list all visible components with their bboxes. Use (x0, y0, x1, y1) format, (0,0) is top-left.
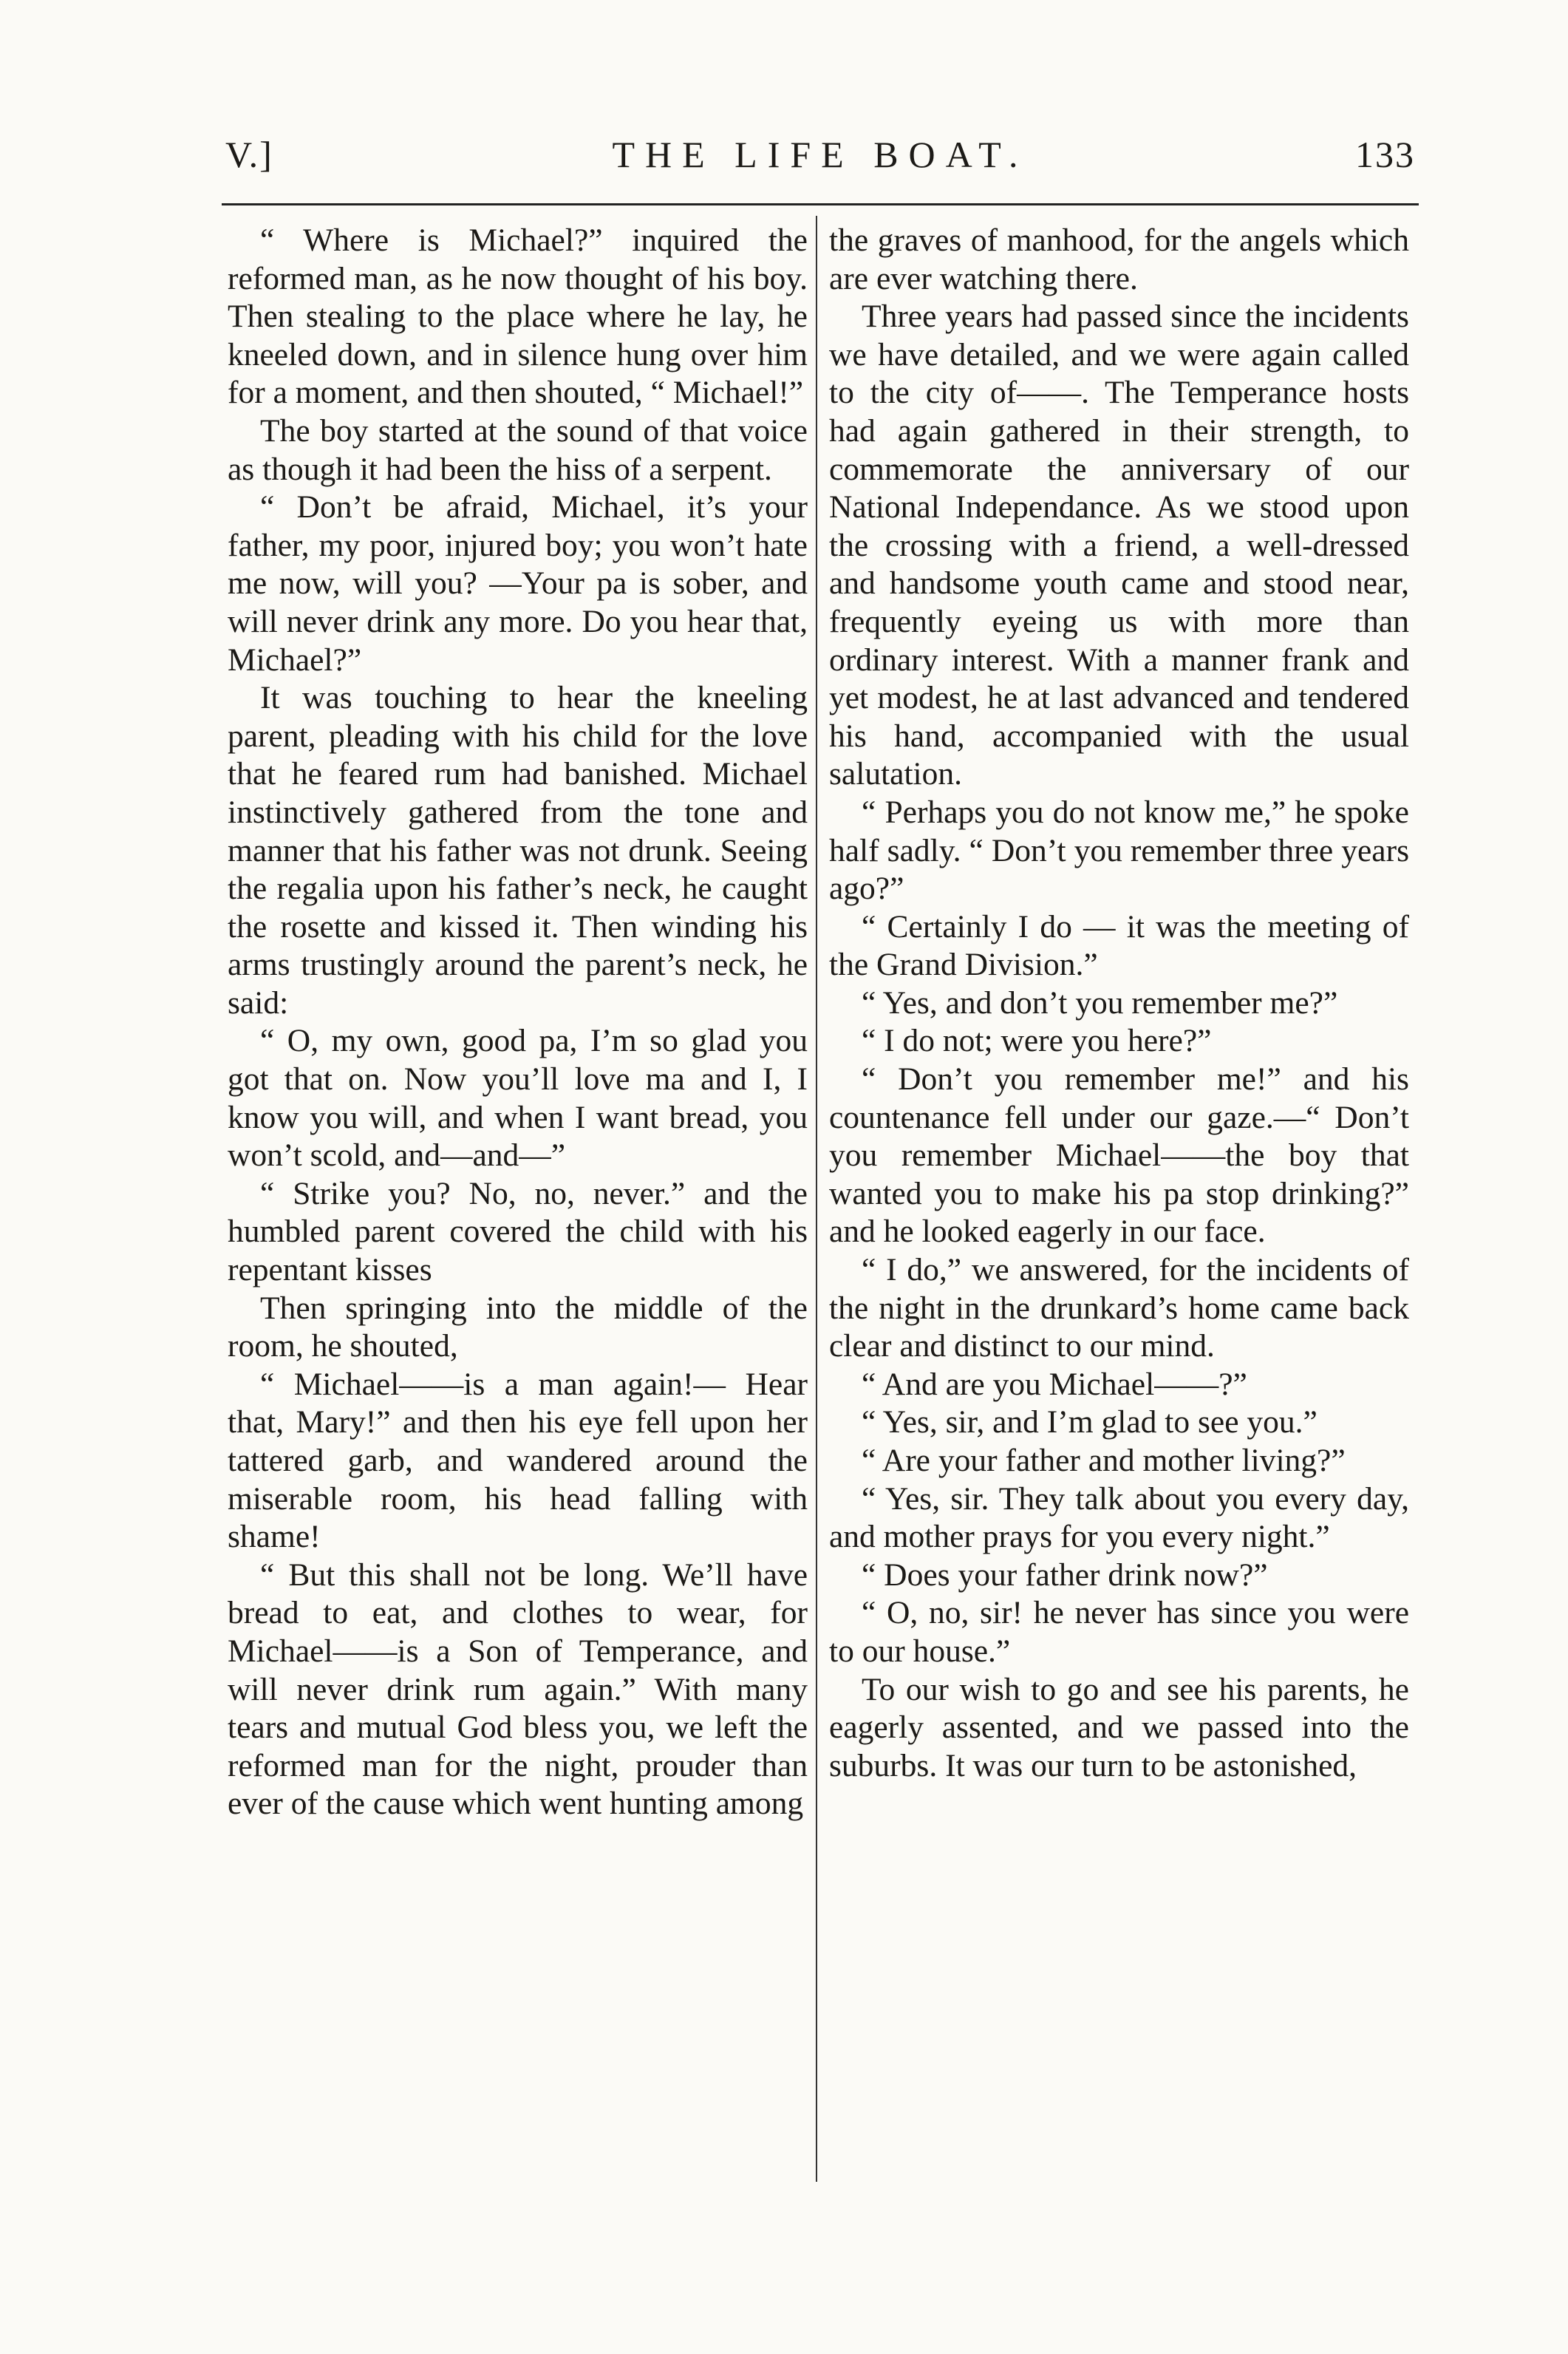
right-column (829, 222, 1409, 1785)
paragraph: “ I do not; were you here?” (862, 1023, 1212, 1059)
paragraph: “ Strike you? No, no, never.” and the humbled parent covered the child with his repentant kisses (228, 1175, 808, 1288)
paragraph: The boy started at the sound of that voice as though it had been the hiss of a serpent. (228, 412, 808, 487)
paragraph: “ O, no, sir! he never has since you were to our house.” (829, 1595, 1409, 1669)
paragraph: “ Where is Michael?” inquired the reformed man, as he now thought of his boy. Then stealing to the place where he lay, he kneeled down, and in silence hung over him for a moment, and then shouted, “ Michael!” (228, 222, 808, 411)
paragraph: “ And are you Michael——?” (862, 1366, 1247, 1402)
paragraph: “ But this shall not be long. We’ll have bread to eat, and clothes to wear, for Michael——is a Son of Temperance, and will never drink rum again.” With many tears and mutual God bless you, we left the reformed man for the night, prouder than ever of the cause which went hunting among (228, 1557, 808, 1822)
paragraph: “ Yes, sir. They talk about you every day, and mother prays for you every night.” (829, 1480, 1409, 1555)
paragraph: “ Michael——is a man again!— Hear that, Mary!” and then his eye fell upon her tattered garb, and wandered around the miserable room, his head falling with shame! (228, 1366, 808, 1555)
running-title: THE LIFE BOAT. (612, 134, 1029, 175)
paragraph: “ Certainly I do — it was the meeting of the Grand Division.” (829, 908, 1409, 983)
paragraph: “ Are your father and mother living?” (862, 1443, 1346, 1478)
running-header (225, 133, 1415, 185)
paragraph: Then springing into the middle of the room, he shouted, (228, 1290, 808, 1364)
paragraph: Three years had passed since the incidents we have detailed, and we were again called to the city of——. The Temperance hosts had again gathered in their strength, to commemorate the anniversary of our National Independance. As we stood upon the crossing with a friend, a well-dressed and handsome youth came and stood near, frequently eyeing us with more than ordinary interest. With a manner frank and yet modest, he at last advanced and tendered his hand, accompanied with the usual salutation. (829, 299, 1409, 792)
left-column (228, 222, 808, 1823)
paragraph: To our wish to go and see his parents, he eagerly assented, and we passed into the suburbs. It was our turn to be astonished, (829, 1671, 1409, 1783)
page-number: 133 (1355, 134, 1415, 175)
column-divider (816, 216, 817, 2182)
paragraph: “ Don’t you remember me!” and his countenance fell under our gaze.—“ Don’t you remember Michael——the boy that wanted you to make his pa stop drinking?” and he looked eagerly in our face. (829, 1061, 1409, 1250)
paragraph: “ Yes, sir, and I’m glad to see you.” (862, 1404, 1318, 1440)
paragraph: “ Does your father drink now?” (862, 1557, 1268, 1593)
section-number: V.] (225, 134, 273, 175)
paragraph-continued: the graves of manhood, for the angels which are ever watching there. (829, 222, 1409, 296)
paragraph: “ O, my own, good pa, I’m so glad you got that on. Now you’ll love ma and I, I know you will, and when I want bread, you won’t scold, and—and—” (228, 1023, 808, 1174)
header-rule (222, 203, 1419, 205)
paragraph: “ Don’t be afraid, Michael, it’s your father, my poor, injured boy; you won’t hate me now, will you? —Your pa is sober, and will never drink any more. Do you hear that, Michael?” (228, 489, 808, 678)
paragraph: “ I do,” we answered, for the incidents of the night in the drunkard’s home came back clear and distinct to our mind. (829, 1252, 1409, 1364)
paragraph: “ Perhaps you do not know me,” he spoke half sadly. “ Don’t you remember three years ago?” (829, 794, 1409, 907)
paragraph: “ Yes, and don’t you remember me?” (862, 984, 1338, 1021)
paragraph: It was touching to hear the kneeling parent, pleading with his child for the love that he feared rum had banished. Michael instinctively gathered from the tone and manner that his father was not drunk. Seeing the regalia upon his father’s neck, he caught the rosette and kissed it. Then winding his arms trustingly around the parent’s neck, he said: (228, 680, 808, 1021)
